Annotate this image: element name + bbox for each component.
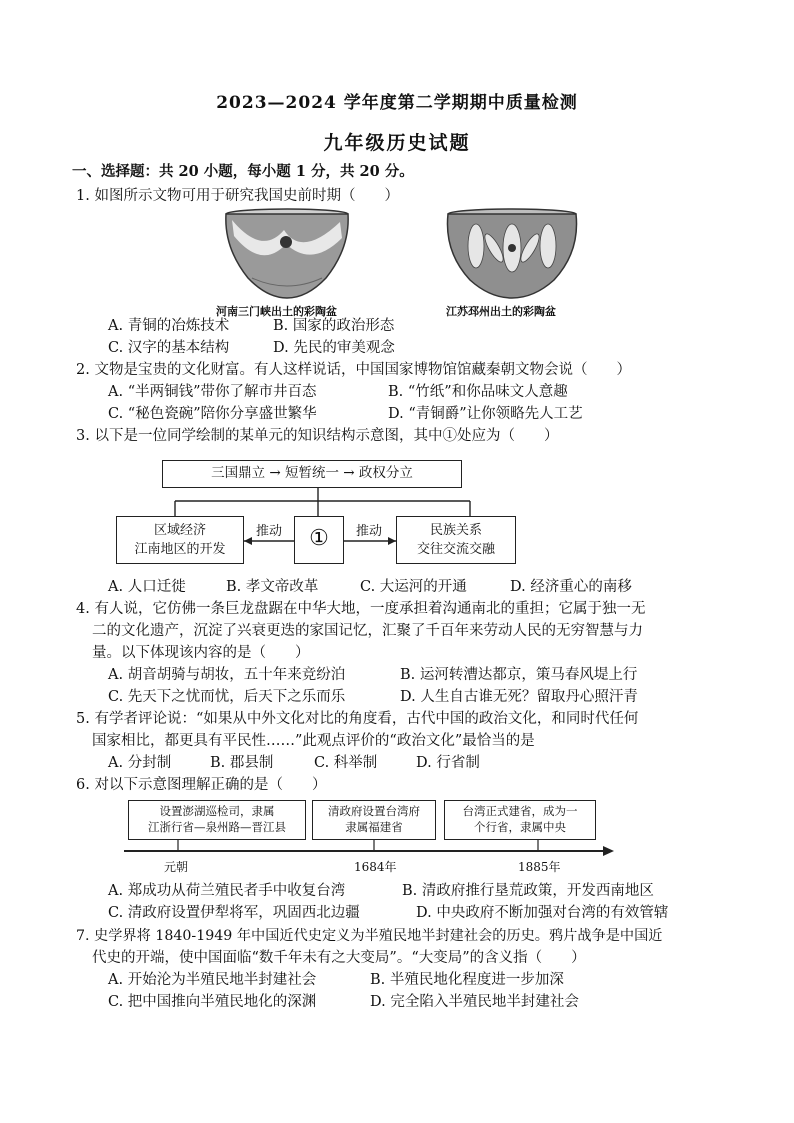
q4-stem-line3: 量。以下体现该内容的是（ ）: [92, 645, 310, 661]
q2-option-a: A. “半两铜钱”带你了解市井百态: [108, 384, 317, 400]
q3-arrow-label-left: 推动: [256, 524, 283, 539]
q4-stem-line1: 4. 有人说，它仿佛一条巨龙盘踞在中华大地，一度承担着沟通南北的重担；它属于独一无: [76, 601, 646, 617]
q1-caption-right: 江苏邳州出土的彩陶盆: [446, 305, 556, 318]
q5-option-c: C. 科举制: [314, 755, 378, 771]
q6-label-1885: 1885年: [518, 860, 561, 874]
q4-stem-line2: 二的文化遗产，沉淀了兴衰更迭的家国记忆，汇聚了千百年来劳动人民的无穷智慧与力: [92, 623, 643, 639]
q2-option-d: D. “青铜爵”让你领略先人工艺: [388, 406, 583, 422]
q2-option-c: C. “秘色瓷碗”陪你分享盛世繁华: [108, 406, 317, 422]
q4-option-a: A. 胡音胡骑与胡妆，五十年来竞纷泊: [108, 667, 346, 683]
q1-caption-left: 河南三门峡出土的彩陶盆: [216, 305, 337, 318]
q6-box-1684: [312, 800, 436, 840]
q6-box-yuan: [128, 800, 306, 840]
q2-option-b: B. “竹纸”和你品味文人意趣: [388, 384, 568, 400]
q2-stem: 2. 文物是宝贵的文化财富。有人这样说话，中国国家博物馆馆藏秦朝文物会说（ ）: [76, 362, 631, 378]
q3-center-box: ①: [294, 516, 344, 564]
q6-label-yuan: 元朝: [164, 860, 189, 874]
q6-box-yuan-line2: 江浙行省—泉州路—晋江县: [148, 820, 286, 834]
q6-box-1885-line1: 台湾正式建省，成为一: [462, 804, 578, 818]
q3-left-box-line2: 江南地区的开发: [134, 542, 226, 557]
q5-option-d: D. 行省制: [416, 755, 480, 771]
q7-option-a: A. 开始沦为半殖民地半封建社会: [108, 972, 317, 988]
exam-subtitle: 九年级历史试题: [323, 132, 471, 154]
q1-option-b: B. 国家的政治形态: [273, 318, 395, 334]
q6-label-1684: 1684年: [354, 860, 397, 874]
q6-option-a: A. 郑成功从荷兰殖民者手中收复台湾: [108, 883, 346, 899]
q6-option-d: D. 中央政府不断加强对台湾的有效管辖: [416, 905, 669, 921]
q7-option-d: D. 完全陷入半殖民地半封建社会: [370, 994, 579, 1010]
exam-title: 2023—2024 学年度第二学期期中质量检测: [216, 93, 578, 113]
q5-stem-line2: 国家相比，都更具有平民性……”此观点评价的“政治文化”最恰当的是: [92, 733, 535, 749]
q5-option-b: B. 郡县制: [210, 755, 274, 771]
q6-box-1684-line2: 隶属福建省: [345, 820, 403, 834]
q1-option-c: C. 汉字的基本结构: [108, 340, 230, 356]
q3-option-d: D. 经济重心的南移: [510, 579, 632, 595]
q4-option-d: D. 人生自古谁无死？留取丹心照汗青: [400, 689, 638, 705]
q3-arrow-label-right: 推动: [356, 524, 383, 539]
q3-top-box: 三国鼎立 → 短暂统一 → 政权分立: [162, 460, 462, 488]
q6-stem: 6. 对以下示意图理解正确的是（ ）: [76, 777, 327, 793]
q6-option-b: B. 清政府推行垦荒政策，开发西南地区: [402, 883, 654, 899]
q3-option-a: A. 人口迁徙: [108, 579, 186, 595]
q4-option-c: C. 先天下之忧而忧，后天下之乐而乐: [108, 689, 346, 705]
q3-left-box-line1: 区域经济: [153, 523, 206, 538]
q3-option-b: B. 孝文帝改革: [226, 579, 319, 595]
q5-stem-line1: 5. 有学者评论说：“如果从中外文化对比的角度看，古代中国的政治文化，和同时代任何: [76, 711, 639, 727]
q3-stem: 3. 以下是一位同学绘制的某单元的知识结构示意图，其中①处应为（ ）: [76, 428, 559, 444]
q6-option-c: C. 清政府设置伊犁将军，巩固西北边疆: [108, 905, 360, 921]
q1-option-a: A. 青铜的冶炼技术: [108, 318, 230, 334]
q1-stem: 1. 如图所示文物可用于研究我国史前时期（ ）: [76, 188, 399, 204]
q6-box-yuan-line1: 设置澎湖巡检司，隶属: [159, 804, 275, 818]
q3-right-box-line2: 交往交流交融: [416, 542, 495, 557]
q6-box-1885: [444, 800, 596, 840]
q6-box-1885-line2: 个行省，隶属中央: [474, 820, 566, 834]
q7-option-c: C. 把中国推向半殖民地化的深渊: [108, 994, 317, 1010]
q7-option-b: B. 半殖民地化程度进一步加深: [370, 972, 564, 988]
q3-right-box-line1: 民族关系: [429, 523, 482, 538]
q3-option-c: C. 大运河的开通: [360, 579, 467, 595]
q5-option-a: A. 分封制: [108, 755, 172, 771]
q4-option-b: B. 运河转漕达都京，策马春风堤上行: [400, 667, 638, 683]
q7-stem-line2: 代史的开端，使中国面临“数千年未有之大变局”。“大变局”的含义指（ ）: [92, 950, 586, 966]
q1-option-d: D. 先民的审美观念: [273, 340, 395, 356]
section-heading: 一、选择题：共 20 小题，每小题 1 分，共 20 分。: [72, 163, 414, 180]
q6-box-1684-line1: 清政府设置台湾府: [328, 804, 420, 818]
q7-stem-line1: 7. 史学界将 1840-1949 年中国近代史定义为半殖民地半封建社会的历史。鸦片战争是中国近: [76, 928, 663, 944]
